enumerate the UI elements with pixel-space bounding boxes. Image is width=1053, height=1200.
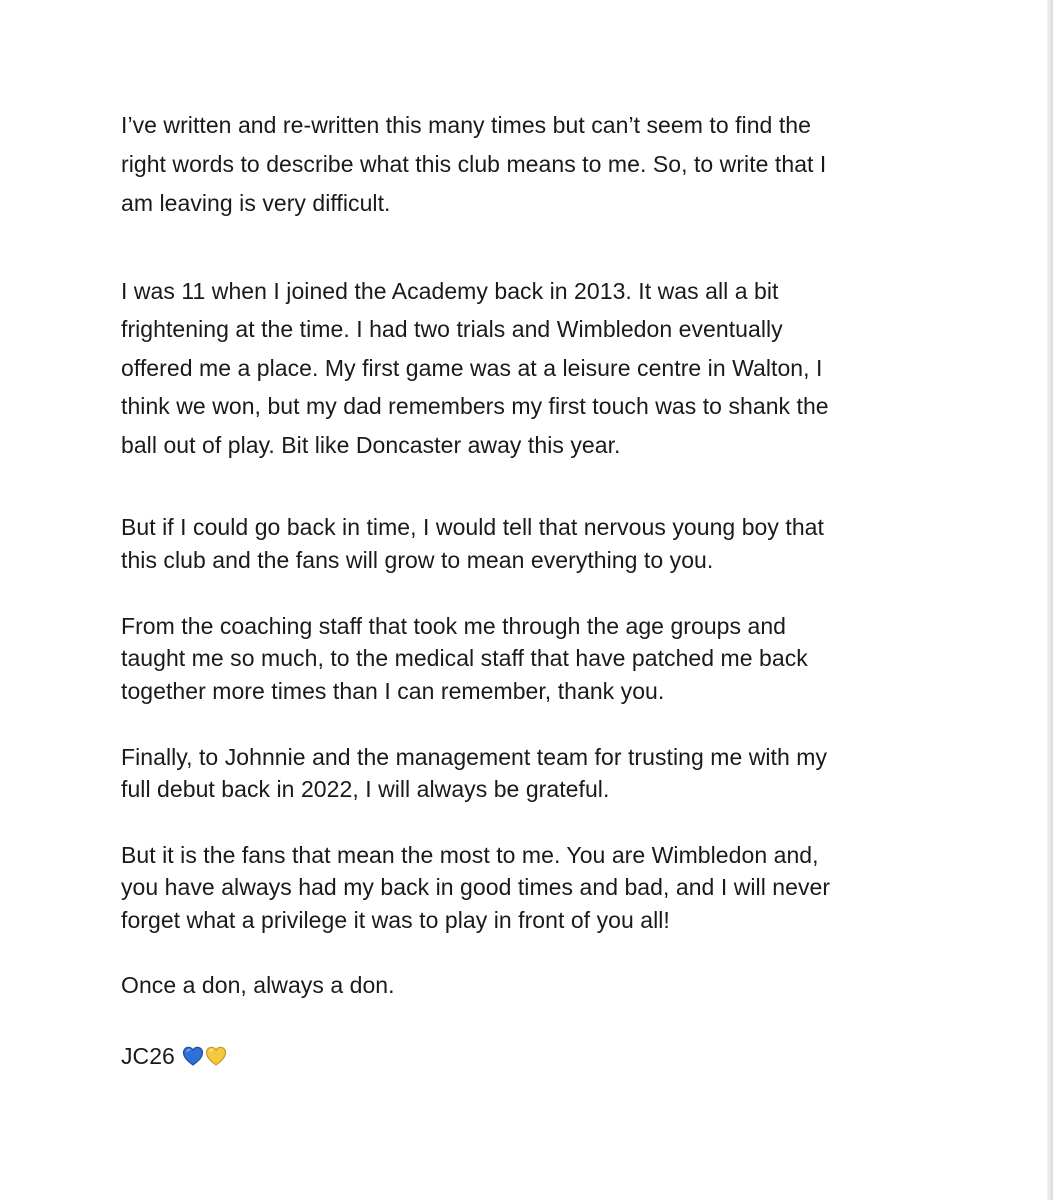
closing-line: Once a don, always a don. xyxy=(121,972,395,998)
letter-line: think we won, but my dad remembers my first touch was to shank the xyxy=(121,393,829,419)
letter-line: frightening at the time. I had two trials and Wimbledon eventually xyxy=(121,316,783,342)
yellow-heart-icon xyxy=(205,1045,227,1067)
letter-line: From the coaching staff that took me through the age groups and xyxy=(121,613,787,639)
letter-line: offered me a place. My first game was at a leisure centre in Walton, I xyxy=(121,355,823,381)
letter-line: But it is the fans that mean the most to me. You are Wimbledon and, xyxy=(121,842,819,868)
letter-line: am leaving is very difficult. xyxy=(121,190,391,216)
letter-line: full debut back in 2022, I will always be grateful. xyxy=(121,776,610,802)
signature-text: JC26 xyxy=(121,1043,175,1069)
letter-line: you have always had my back in good times and bad, and I will never xyxy=(121,874,831,900)
page-edge xyxy=(1047,0,1053,1200)
letter-line: together more times than I can remember, thank you. xyxy=(121,678,665,704)
letter-line: I’ve written and re-written this many times but can’t seem to find the xyxy=(121,112,811,138)
letter-line: But if I could go back in time, I would tell that nervous young boy that xyxy=(121,514,824,540)
letter-line: I was 11 when I joined the Academy back in 2013. It was all a bit xyxy=(121,278,779,304)
signature xyxy=(121,1042,227,1070)
letter-line: ball out of play. Bit like Doncaster away this year. xyxy=(121,432,621,458)
letter-line: right words to describe what this club means to me. So, to write that I xyxy=(121,151,827,177)
blue-heart-icon xyxy=(182,1045,204,1067)
letter-line: this club and the fans will grow to mean everything to you. xyxy=(121,547,714,573)
letter-line: forget what a privilege it was to play in front of you all! xyxy=(121,907,670,933)
letter-line: taught me so much, to the medical staff that have patched me back xyxy=(121,645,808,671)
letter-line: Finally, to Johnnie and the management team for trusting me with my xyxy=(121,744,828,770)
